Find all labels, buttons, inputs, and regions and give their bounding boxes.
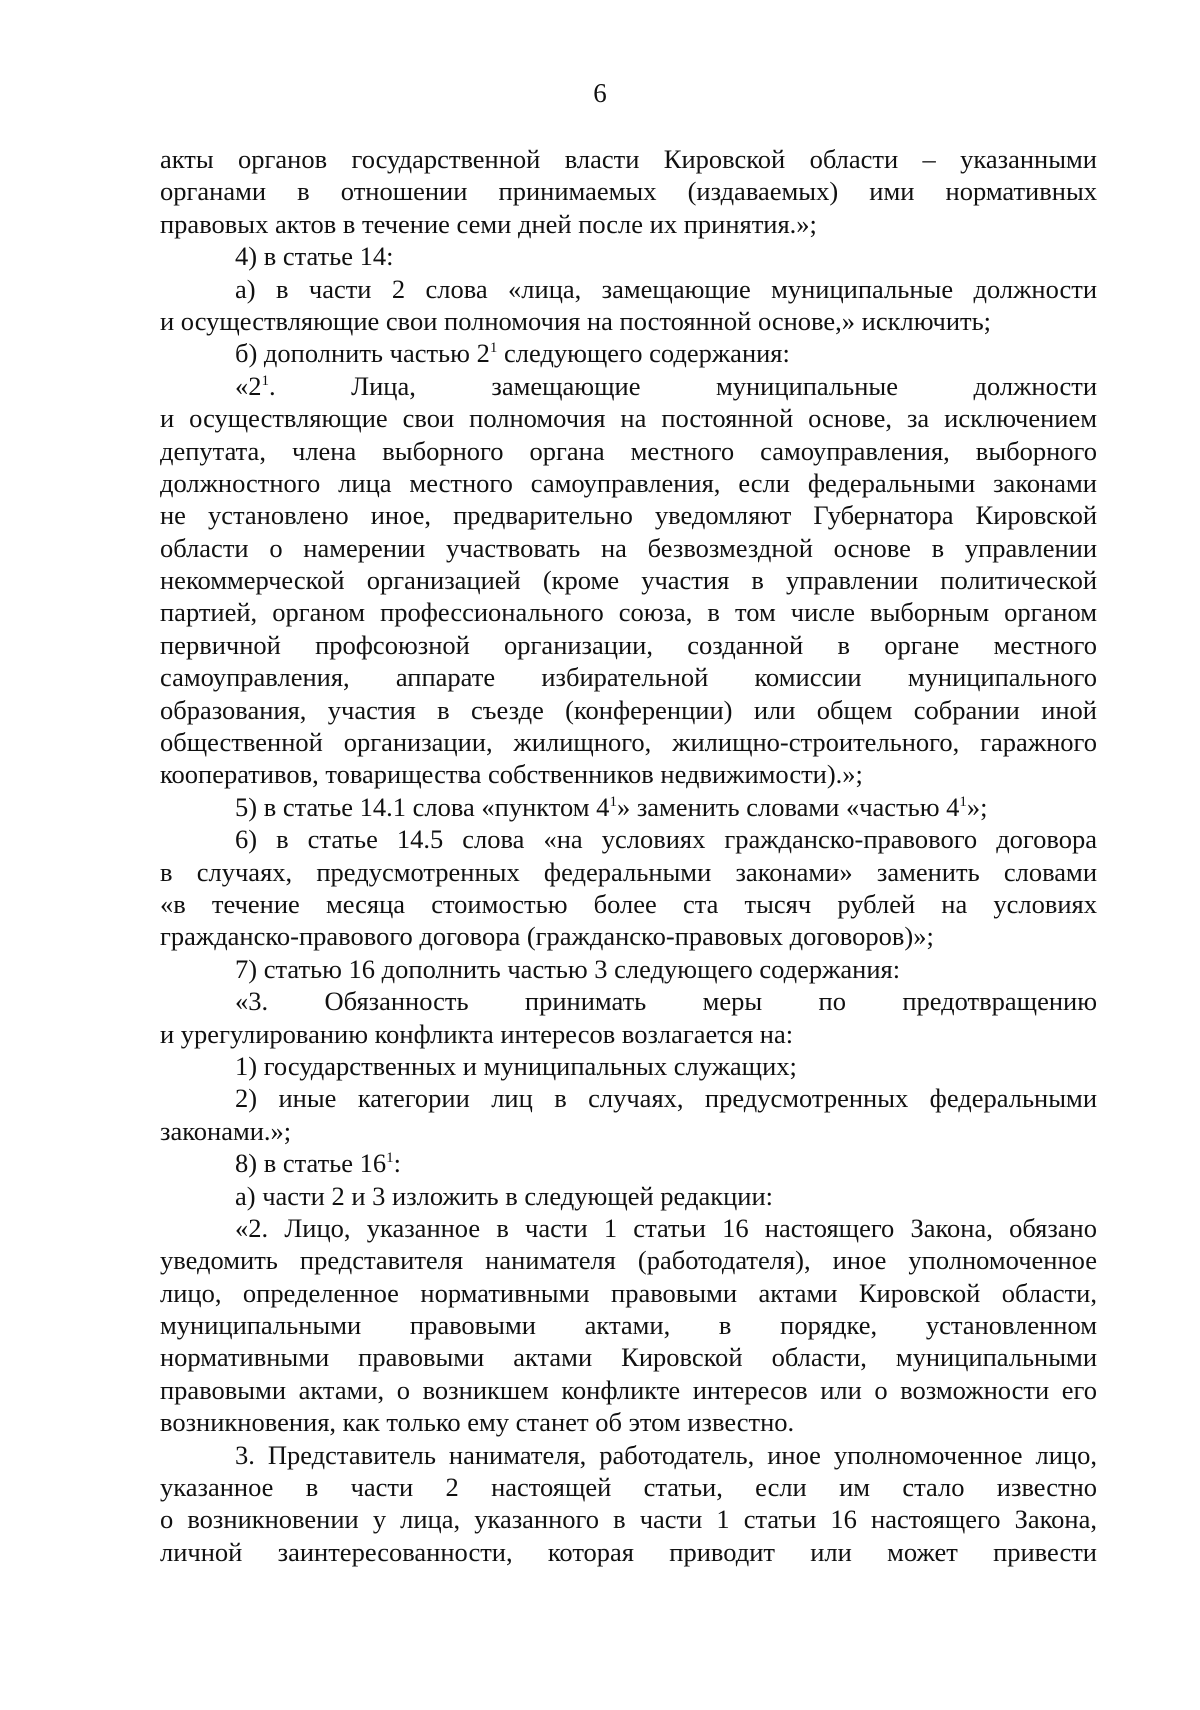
- text-line: [160, 143, 1097, 175]
- text-segment: личной заинтересованности, которая приводит или может привести: [160, 1536, 1097, 1567]
- text-segment: 5) в статье 14.1 слова «пунктом 4: [235, 791, 610, 822]
- text-segment: б) дополнить частью 2: [235, 338, 490, 369]
- text-line: [160, 402, 1097, 434]
- text-segment: о возникновении у лица, указанного в части 1 статьи 16 настоящего Закона,: [160, 1504, 1097, 1535]
- text-line: [160, 856, 1097, 888]
- text-line: [160, 1277, 1097, 1309]
- text-line: [160, 920, 1097, 952]
- text-line: [160, 1406, 1097, 1438]
- superscript: 1: [489, 340, 498, 357]
- text-segment: некоммерческой организацией (кроме участия в управлении политической: [160, 565, 1097, 596]
- text-segment: «2: [235, 370, 262, 401]
- text-line: [160, 532, 1097, 564]
- text-segment: 4) в статье 14:: [235, 241, 394, 272]
- text-line: [160, 888, 1097, 920]
- text-segment: первичной профсоюзной организации, созданной в органе местного: [160, 629, 1097, 660]
- text-segment: акты органов государственной власти Кировской области – указанными: [160, 144, 1097, 174]
- page-number: 6: [593, 78, 607, 108]
- text-segment: не установлено иное, предварительно уведомляют Губернатора Кировской: [160, 500, 1097, 531]
- text-line: [160, 305, 1097, 337]
- text-line: [160, 953, 1097, 985]
- text-segment: и осуществляющие свои полномочия на постоянной основе,» исключить;: [160, 305, 992, 336]
- text-segment: самоуправления, аппарате избирательной комиссии муниципального: [160, 662, 1097, 693]
- text-segment: уведомить представителя нанимателя (работодателя), иное уполномоченное: [160, 1245, 1097, 1276]
- text-line: [160, 564, 1097, 596]
- text-line: [160, 1341, 1097, 1373]
- text-line: [160, 1018, 1097, 1050]
- text-segment: 7) статью 16 дополнить частью 3 следующего содержания:: [235, 953, 901, 984]
- text-line: [160, 175, 1097, 207]
- superscript: 1: [609, 793, 617, 810]
- text-line: [160, 1082, 1097, 1114]
- text-line: [160, 1309, 1097, 1341]
- text-segment: а) в части 2 слова «лица, замещающие муниципальные должности: [235, 273, 1097, 304]
- text-segment: 2) иные категории лиц в случаях, предусмотренных федеральными: [235, 1083, 1097, 1114]
- text-line: [160, 694, 1097, 726]
- text-segment: образования, участия в съезде (конференции) или общем собрании иной: [160, 694, 1097, 725]
- text-segment: гражданско-правового договора (гражданско-правовых договоров)»;: [160, 921, 934, 952]
- text-line: [160, 629, 1097, 661]
- text-line: [160, 240, 1097, 272]
- text-line: [160, 273, 1097, 305]
- text-line: [160, 1374, 1097, 1406]
- text-segment: «в течение месяца стоимостью более ста тысяч рублей на условиях: [160, 888, 1097, 919]
- text-line: [160, 1439, 1097, 1471]
- text-line: [160, 337, 1097, 369]
- text-segment: правовых актов в течение семи дней после их принятия.»;: [160, 208, 817, 239]
- text-line: [160, 726, 1097, 758]
- text-segment: и урегулированию конфликта интересов возлагается на:: [160, 1018, 794, 1049]
- text-line: [160, 499, 1097, 531]
- text-segment: должностного лица местного самоуправления, если федеральными законами: [160, 467, 1097, 498]
- text-line: [160, 1180, 1097, 1212]
- document-body: [160, 143, 1097, 1568]
- text-segment: кооперативов, товарищества собственников недвижимости).»;: [160, 759, 863, 790]
- text-line: [160, 1471, 1097, 1503]
- text-line: [160, 1050, 1097, 1082]
- text-segment: и осуществляющие свои полномочия на постоянной основе, за исключением: [160, 403, 1097, 434]
- text-segment: . Лица, замещающие муниципальные должности: [269, 370, 1097, 401]
- text-segment: общественной организации, жилищного, жилищно-строительного, гаражного: [160, 727, 1097, 758]
- text-line: [160, 823, 1097, 855]
- text-segment: области о намерении участвовать на безвозмездной основе в управлении: [160, 532, 1097, 563]
- superscript: 1: [386, 1150, 394, 1167]
- text-segment: 6) в статье 14.5 слова «на условиях гражданско-правового договора: [235, 824, 1097, 855]
- text-line: [160, 1147, 1097, 1179]
- text-segment: следующего содержания:: [497, 338, 790, 369]
- text-segment: лицо, определенное нормативными правовыми актами Кировской области,: [160, 1277, 1097, 1308]
- text-segment: законами.»;: [160, 1115, 292, 1146]
- text-segment: » заменить словами «частью 4: [616, 791, 960, 822]
- text-segment: партией, органом профессионального союза, в том числе выборным органом: [160, 597, 1097, 628]
- text-line: [160, 661, 1097, 693]
- text-line: [160, 467, 1097, 499]
- text-line: [160, 370, 1097, 402]
- text-segment: указанное в части 2 настоящей статьи, если им стало известно: [160, 1472, 1097, 1503]
- text-segment: органами в отношении принимаемых (издаваемых) ими нормативных: [160, 176, 1097, 207]
- text-line: [160, 1244, 1097, 1276]
- text-segment: «3. Обязанность принимать меры по предотвращению: [235, 986, 1097, 1017]
- text-segment: а) части 2 и 3 изложить в следующей редакции:: [235, 1180, 773, 1211]
- text-segment: 3. Представитель нанимателя, работодатель, иное уполномоченное лицо,: [235, 1439, 1097, 1470]
- text-segment: »;: [966, 791, 988, 822]
- text-line: [160, 596, 1097, 628]
- text-line: [160, 1212, 1097, 1244]
- text-line: [160, 1503, 1097, 1535]
- text-line: [160, 985, 1097, 1017]
- text-segment: в случаях, предусмотренных федеральными законами» заменить словами: [160, 856, 1097, 887]
- text-segment: возникновения, как только ему станет об этом известно.: [160, 1407, 795, 1438]
- text-line: [160, 1536, 1097, 1568]
- text-segment: депутата, члена выборного органа местного самоуправления, выборного: [160, 435, 1097, 466]
- superscript: 1: [261, 372, 269, 389]
- text-segment: 8) в статье 16: [235, 1148, 387, 1179]
- text-line: [160, 791, 1097, 823]
- text-segment: нормативными правовыми актами Кировской области, муниципальными: [160, 1342, 1097, 1373]
- text-segment: правовыми актами, о возникшем конфликте интересов или о возможности его: [160, 1374, 1097, 1405]
- text-line: [160, 1115, 1097, 1147]
- text-segment: 1) государственных и муниципальных служащих;: [235, 1050, 797, 1081]
- text-line: [160, 208, 1097, 240]
- text-segment: «2. Лицо, указанное в части 1 статьи 16 настоящего Закона, обязано: [235, 1212, 1097, 1243]
- text-segment: муниципальными правовыми актами, в порядке, установленном: [160, 1310, 1097, 1341]
- text-line: [160, 758, 1097, 790]
- superscript: 1: [959, 793, 967, 810]
- text-segment: :: [393, 1148, 402, 1179]
- text-line: [160, 435, 1097, 467]
